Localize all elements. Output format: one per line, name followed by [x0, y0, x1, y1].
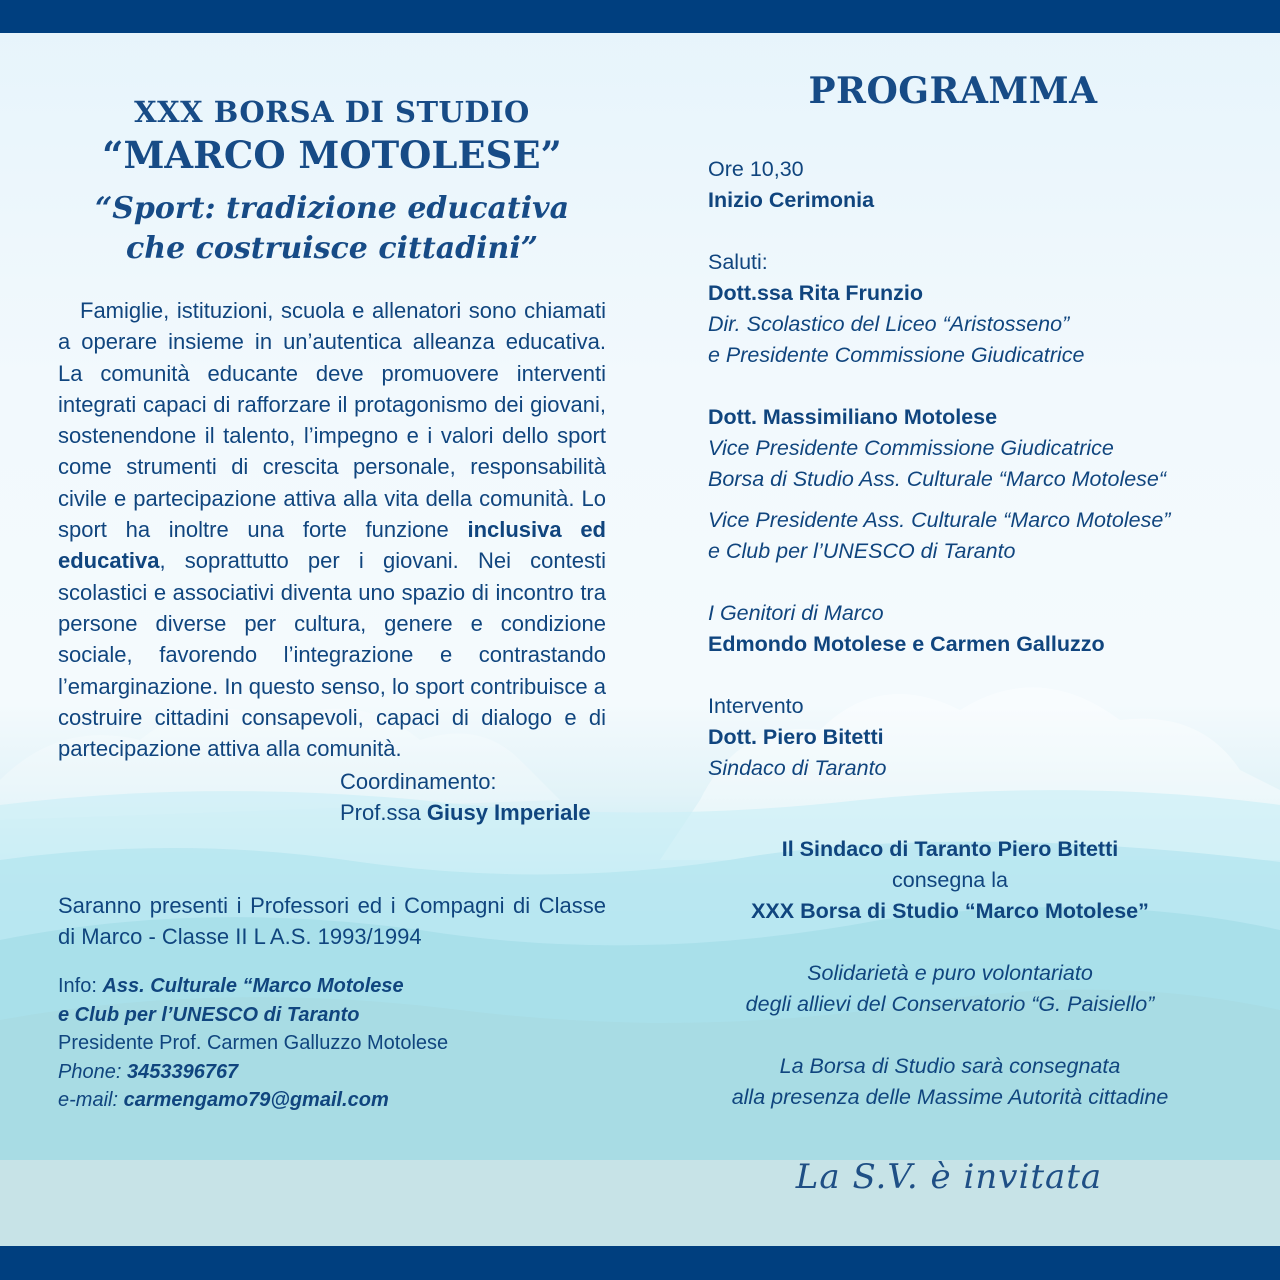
note-line-1: La Borsa di Studio sarà consegnata — [779, 1054, 1121, 1078]
award-block — [680, 834, 1220, 1113]
info-assoc-1: Ass. Culturale “Marco Motolese — [102, 975, 404, 998]
music-line-1: Solidarietà e puro volontariato — [807, 961, 1093, 985]
info-president: Presidente Prof. Carmen Galluzzo Motolese — [58, 1032, 449, 1055]
speaker-2-role-2: Borsa di Studio Ass. Culturale “Marco Motolese“ — [708, 467, 1167, 491]
scholarship-name: “MARCO MOTOLESE” — [102, 133, 562, 177]
motto — [58, 189, 606, 269]
programme-title: PROGRAMMA — [808, 70, 1098, 112]
motto-line-1: “Sport: tradizione educativa — [94, 191, 570, 226]
phone-label: Phone: — [58, 1060, 127, 1083]
email-label: e-mail: — [58, 1089, 124, 1112]
phone-value[interactable]: 3453396767 — [126, 1060, 239, 1083]
speaker-2-role-3: Vice Presidente Ass. Culturale “Marco Motolese” — [708, 508, 1171, 532]
speaker-1-role-1: Dir. Scolastico del Liceo “Aristosseno” — [708, 312, 1070, 336]
top-bar — [0, 0, 1280, 33]
bottom-bar — [0, 1246, 1280, 1280]
award-line-1: Il Sindaco di Taranto Piero Bitetti — [781, 837, 1119, 861]
info-block — [58, 972, 606, 1115]
attendees-note: Saranno presenti i Professori ed i Compagni di Classe di Marco - Classe II L A.S. 1993/1994 — [58, 893, 606, 950]
coordination — [340, 766, 606, 828]
info-label: Info: — [58, 975, 103, 998]
speaker-1-role-2: e Presidente Commissione Giudicatrice — [708, 343, 1085, 367]
body-bold: inclusiva ed educativa — [58, 517, 606, 574]
coord-name: Giusy Imperiale — [426, 800, 591, 826]
left-panel — [58, 95, 606, 1115]
motto-line-2: che costruisce cittadini” — [126, 231, 538, 266]
greetings-label: Saluti: — [708, 250, 768, 274]
speaker-3-role: Sindaco di Taranto — [708, 756, 887, 780]
start-time: Ore 10,30 — [708, 157, 804, 181]
speaker-2-role-1: Vice Presidente Commissione Giudicatrice — [708, 436, 1114, 460]
speaker-2-role-4: e Club per l’UNESCO di Taranto — [708, 539, 1016, 563]
schedule — [708, 154, 1228, 784]
speaker-2-name: Dott. Massimiliano Motolese — [708, 405, 998, 429]
scholarship-title: XXX BORSA DI STUDIO — [134, 95, 530, 129]
note-line-2: alla presenza delle Massime Autorità cittadine — [731, 1085, 1169, 1109]
award-line-3: XXX Borsa di Studio “Marco Motolese” — [751, 899, 1149, 923]
coord-label: Coordinamento: — [340, 769, 497, 795]
parents-names: Edmondo Motolese e Carmen Galluzzo — [708, 632, 1105, 656]
award-line-2: consegna la — [892, 868, 1008, 892]
speech-label: Intervento — [708, 694, 804, 718]
parents-label: I Genitori di Marco — [708, 601, 884, 625]
body-part-1: Famiglie, istituzioni, scuola e allenatori sono chiamati a operare insieme in un’autentica alleanza educativa. La comunità educante deve promuovere interventi integrati capaci di rafforzare il protagonismo dei giovani, sostenendone il talento, l’impegno e i valori dello sport come strumenti di crescita personale, responsabilità civile e partecipazione attiva alla vita della comunità. Lo sport ha inoltre una forte funzione — [58, 298, 606, 543]
coord-prefix: Prof.ssa — [340, 800, 427, 826]
music-line-2: degli allievi del Conservatorio “G. Paisiello” — [745, 992, 1155, 1016]
programme-panel — [708, 70, 1228, 1197]
speaker-1-name: Dott.ssa Rita Frunzio — [708, 281, 924, 305]
speaker-3-name: Dott. Piero Bitetti — [708, 725, 884, 749]
info-assoc-2: e Club per l’UNESCO di Taranto — [58, 1003, 360, 1026]
body-text — [58, 295, 606, 764]
start-label: Inizio Cerimonia — [708, 188, 875, 212]
body-part-2: , soprattutto per i giovani. Nei contesti scolastici e associativi diventa uno spazio di incontro tra persone diverse per cultura, genere e condizione sociale, favorendo l’integrazione e contrastando l’emarginazione. In questo senso, lo sport contribuisce a costruire cittadini consapevoli, capaci di dialogo e di partecipazione attiva alla comunità. — [58, 548, 606, 762]
invitation-signature: La S.V. è invitata — [795, 1157, 1103, 1197]
email-value[interactable]: carmengamo79@gmail.com — [123, 1089, 389, 1112]
